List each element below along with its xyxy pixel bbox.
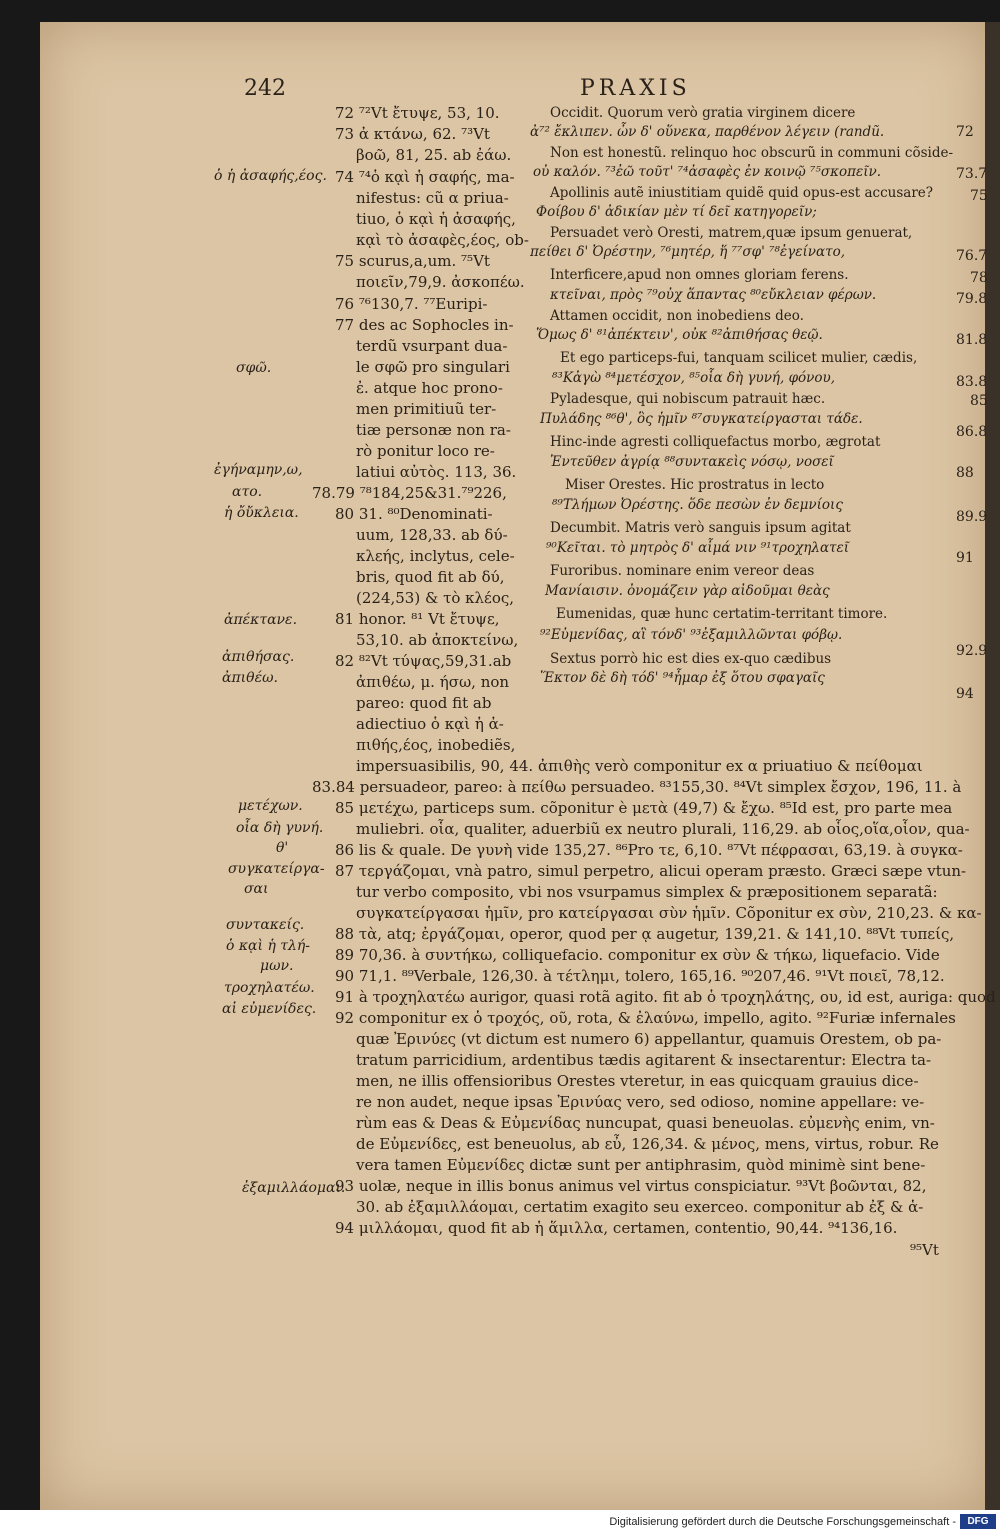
margin-gloss: ἀπιθήσας. (222, 649, 295, 665)
commentary-line: uum, 128,33. ab δύ- (356, 526, 508, 544)
catchword: ⁹⁵Vt (910, 1241, 939, 1259)
margin-gloss: ἀπέκτανε. (224, 612, 298, 628)
margin-gloss: συντακείς. (226, 917, 305, 933)
margin-gloss: ἀπιθέω. (222, 670, 278, 686)
commentary-line: 94 μιλλάομαι, quod fit ab ἡ ἅμιλλα, certamen, contentio, 90,44. ⁹⁴136,16. (335, 1219, 898, 1237)
page-number: 242 (244, 76, 286, 101)
verse-number: 83.8 (956, 374, 988, 390)
commentary-line: 82 ⁸²Vt τύψας,59,31.ab (335, 652, 512, 670)
commentary-line: 74 ⁷⁴ὁ κᾳὶ ἡ σαφής, ma- (335, 168, 515, 186)
margin-gloss: σφῶ. (236, 360, 272, 376)
commentary-line: re non audet, neque ipsas Ἐρινύας vero, sed odioso, nomine appellare: ve- (356, 1093, 925, 1111)
verse-number: 85 (970, 393, 988, 409)
margin-gloss: ἐξαμιλλάομαι. (242, 1180, 346, 1196)
page-edge (985, 22, 1000, 1510)
footer-credit: Digitalisierung gefördert durch die Deutsche Forschungsgemeinschaft - (609, 1516, 956, 1528)
commentary-line: κᾳὶ τὸ ἀσαφὲς,έος, ob- (356, 231, 529, 249)
commentary-line: 90 71,1. ⁸⁹Verbale, 126,30. à τέτλημι, tolero, 165,16. ⁹⁰207,46. ⁹¹Vt ποιεῖ, 78,12. (335, 967, 945, 985)
commentary-line: κλεής, inclytus, cele- (356, 547, 515, 565)
verse-latin: Hinc-inde agresti colliquefactus morbo, ægrotat (550, 434, 881, 450)
commentary-line: rùm eas & Deas & Εὐμενίδας nuncupat, quasi beneuolas. εὐμενὴς enim, vn- (356, 1114, 935, 1132)
commentary-line: vera tamen Εὐμενίδες dictæ sunt per antiphrasim, quòd minimè sint bene- (356, 1156, 926, 1174)
commentary-line: tiuo, ὁ κᾳὶ ἡ ἀσαφής, (356, 210, 516, 228)
commentary-line: tiæ personæ non ra- (356, 421, 511, 439)
commentary-line: 83.84 persuadeor, pareo: à πείθω persuadeo. ⁸³155,30. ⁸⁴Vt simplex ἔσχον, 196, 11. à (312, 778, 962, 796)
commentary-line: de Εὐμενίδες, est beneuolus, ab εὖ, 126,34. & μένος, mens, virtus, robur. Re (356, 1135, 939, 1153)
commentary-line: 75 scurus,a,um. ⁷⁵Vt (335, 252, 490, 270)
commentary-line: βοῶ, 81, 25. ab ἐάω. (356, 146, 512, 164)
verse-greek: Ἐντεῦθεν ἀγρίᾳ ⁸⁸συντακεὶς νόσῳ, νοσεῖ (550, 454, 834, 470)
verse-number: 92.9 (956, 643, 988, 659)
verse-number: 88 (956, 465, 974, 481)
margin-gloss: ὁ ἡ ἀσαφής,έος. (214, 168, 327, 184)
commentary-line: terdũ vsurpant dua- (356, 337, 508, 355)
verse-greek: πείθει δ' Ὀρέστην, ⁷⁶μητέρ, ἥ ⁷⁷σφ' ⁷⁸ἐγείνατο, (530, 244, 845, 260)
verse-greek: ἀ⁷² ἔκλιπεν. ὧν δ' οὕνεκα, παρθένον λέγειν (randũ. (530, 124, 885, 140)
commentary-line: tur verbo composito, vbi nos vsurpamus simplex & præpositionem separatã: (356, 883, 938, 901)
commentary-line: 88 τὰ, atq; ἐργάζομαι, operor, quod per ᾳ augetur, 139,21. & 141,10. ⁸⁸Vt τυπείς, (335, 925, 955, 943)
verse-number: 78 (970, 270, 988, 286)
commentary-line: bris, quod fit ab δύ, (356, 568, 505, 586)
verse-latin: Apollinis autẽ iniustitiam quidẽ quid opus-est accusare? (550, 185, 934, 201)
verse-number: 91 (956, 550, 974, 566)
verse-latin: Non est honestũ. relinquo hoc obscurũ in communi cõside- (550, 145, 954, 161)
verse-latin: Miser Orestes. Hic prostratus in lecto (565, 477, 825, 493)
margin-gloss: ἐγήναμην,ω, (214, 462, 303, 478)
margin-gloss: οἷα δὴ γυνή. (236, 820, 324, 836)
commentary-line: 72 ⁷²Vt ἔτυψε, 53, 10. (335, 104, 500, 122)
margin-gloss: ἡ ὄὔκλεια. (224, 505, 299, 521)
verse-greek: κτεῖναι, πρὸς ⁷⁹οὐχ ἅπαντας ⁸⁰εὔκλειαν φέρων. (550, 287, 877, 303)
margin-gloss: αἱ εὐμενίδες. (222, 1001, 317, 1017)
verse-greek: ⁸⁹Τλήμων Ὀρέστης. ὅδε πεσὼν ἐν δεμνίοις (552, 497, 843, 513)
margin-gloss: σαι (244, 881, 269, 897)
commentary-line: ἐ. atque hoc prono- (356, 379, 503, 397)
verse-latin: Et ego particeps-fui, tanquam scilicet mulier, cædis, (560, 350, 918, 366)
verse-greek: Μανίαισιν. ὀνομάζειν γὰρ αἰδοῦμαι θεὰς (545, 583, 830, 599)
commentary-line: latiui αὐτὸς. 113, 36. (356, 463, 517, 481)
commentary-line: 73 ἀ κτάνω, 62. ⁷³Vt (335, 125, 490, 143)
verse-latin: Decumbit. Matris verò sanguis ipsum agitat (550, 520, 851, 536)
commentary-line: (224,53) & τὸ κλέος, (356, 589, 515, 607)
verse-latin: Occidit. Quorum verò gratia virginem dicere (550, 105, 856, 121)
commentary-line: rò ponitur loco re- (356, 442, 495, 460)
verse-latin: Furoribus. nominare enim vereor deas (550, 563, 815, 579)
verse-number: 76.7 (956, 248, 988, 264)
commentary-line: men, ne illis offensioribus Orestes vteretur, in eas quicquam grauius dice- (356, 1072, 919, 1090)
verse-greek: ⁹²Εὐμενίδας, αἳ τόνδ' ⁹³ἐξαμιλλῶνται φόβῳ. (540, 627, 843, 643)
margin-gloss: ατο. (232, 484, 263, 500)
commentary-line: 91 à τροχηλατέω aurigor, quasi rotã agito. fit ab ὁ τροχηλάτης, ου, id est, auriga: quod (335, 988, 996, 1006)
commentary-line: 87 τεργάζομαι, vnà patro, simul perpetro, alicui operam præsto. Græci sæpe vtun- (335, 862, 967, 880)
verse-number: 75 (970, 188, 988, 204)
verse-latin: Pyladesque, qui nobiscum patrauit hæc. (550, 391, 826, 407)
commentary-line: impersuasibilis, 90, 44. ἀπιθὴς verò componitur ex α priuatiuo & πείθομαι (356, 757, 923, 775)
verse-greek: Φοίβου δ' ἀδικίαν μὲν τί δεῖ κατηγορεῖν; (536, 204, 817, 220)
verse-greek: Ἕκτον δὲ δὴ τόδ' ⁹⁴ἦμαρ ἐξ ὅτου σφαγαῖς (540, 670, 825, 686)
margin-gloss: μων. (260, 958, 294, 974)
verse-number: 79.8 (956, 291, 988, 307)
verse-number: 73.7 (956, 166, 988, 182)
commentary-line: 80 31. ⁸⁰Denominati- (335, 505, 493, 523)
commentary-line: tratum parricidium, ardentibus tædis agitarent & insectarentur: Electra ta- (356, 1051, 932, 1069)
commentary-line: πιθής,έος, inobediẽs, (356, 736, 516, 754)
running-title: PRAXIS (580, 76, 691, 101)
commentary-line: 30. ab ἐξαμιλλάομαι, certatim exagito seu exerceo. componitur ab ἐξ & ἁ- (356, 1198, 924, 1216)
margin-gloss: μετέχων. (238, 798, 303, 814)
commentary-line: ἀπιθέω, μ. ήσω, non (356, 673, 510, 691)
verse-greek: ⁸³Κἀγὼ ⁸⁴μετέσχον, ⁸⁵οἷα δὴ γυνή, φόνου, (552, 370, 835, 386)
verse-number: 94 (956, 686, 974, 702)
commentary-line: 93 uolæ, neque in illis bonus animus vel virtus conspiciatur. ⁹³Vt βοῶνται, 82, (335, 1177, 927, 1195)
verse-greek: ⁹⁰Κεῖται. τὸ μητρὸς δ' αἷμά νιν ⁹¹τροχηλατεῖ (546, 540, 850, 556)
commentary-line: le σφῶ pro singulari (356, 358, 510, 376)
commentary-line: 77 des ac Sophocles in- (335, 316, 514, 334)
commentary-line: 81 honor. ⁸¹ Vt ἔτυψε, (335, 610, 500, 628)
verse-number: 72 (956, 124, 974, 140)
verse-latin: Sextus porrò hic est dies ex-quo cædibus (550, 651, 832, 667)
commentary-line: 78.79 ⁷⁸184,25&31.⁷⁹226, (312, 484, 507, 502)
commentary-line: 92 componitur ex ὁ τροχός, οῦ, rota, & ἐλαύνω, impello, agito. ⁹²Furiæ infernales (335, 1009, 956, 1027)
verse-number: 81.8 (956, 332, 988, 348)
margin-gloss: θ' (276, 840, 289, 856)
commentary-line: adiectiuo ὁ κᾳὶ ἡ ἀ- (356, 715, 504, 733)
margin-gloss: συγκατείργα- (228, 861, 325, 877)
verse-latin: Eumenidas, quæ hunc certatim-territant timore. (556, 606, 888, 622)
commentary-line: pareo: quod fit ab (356, 694, 492, 712)
verse-number: 89.9 (956, 509, 988, 525)
margin-gloss: τροχηλατέω. (224, 980, 315, 996)
commentary-line: 89 70,36. à συντήκω, colliquefacio. componitur ex σὺν & τήκω, liquefacio. Vide (335, 946, 940, 964)
commentary-line: 86 lis & quale. De γυνὴ vide 135,27. ⁸⁶Pro τε, 6,10. ⁸⁷Vt πέφρασαι, 63,19. à συγκα- (335, 841, 963, 859)
commentary-line: 76 ⁷⁶130,7. ⁷⁷Euripi- (335, 295, 488, 313)
commentary-line: συγκατείργασαι ἡμῖν, pro κατείργασαι σὺν ἡμῖν. Cõponitur ex σὺν, 210,23. & κα- (356, 904, 982, 922)
verse-greek: Ὅμως δ' ⁸¹ἀπέκτειν', οὐκ ⁸²ἀπιθήσας θεῷ. (536, 327, 823, 343)
commentary-line: nifestus: cũ α priua- (356, 189, 509, 207)
verse-latin: Attamen occidit, non inobediens deo. (550, 308, 804, 324)
commentary-line: 53,10. ab ἀποκτείνω, (356, 631, 519, 649)
verse-number: 86.8 (956, 424, 988, 440)
commentary-line: muliebri. οἷα, qualiter, aduerbiũ ex neutro plurali, 116,29. ab οἷος,οἵα,οἷον, qua- (356, 820, 970, 838)
verse-latin: Interficere,apud non omnes gloriam ferens. (550, 267, 849, 283)
dfg-logo: DFG (960, 1514, 996, 1529)
verse-latin: Persuadet verò Oresti, matrem,quæ ipsum genuerat, (550, 225, 913, 241)
commentary-line: ποιεῖν,79,9. ἀσκοπέω. (356, 273, 525, 291)
margin-gloss: ὁ κᾳὶ ἡ τλή- (226, 938, 311, 954)
verse-greek: Πυλάδης ⁸⁶θ', ὃς ἡμῖν ⁸⁷συγκατείργασται τάδε. (540, 411, 863, 427)
commentary-line: men primitiuũ ter- (356, 400, 497, 418)
commentary-line: 85 μετέχω, particeps sum. cõponitur è μετὰ (49,7) & ἔχω. ⁸⁵Id est, pro parte mea (335, 799, 953, 817)
commentary-line: quæ Ἐρινύες (vt dictum est numero 6) appellantur, quamuis Orestem, ob pa- (356, 1030, 942, 1048)
verse-greek: οὐ καλόν. ⁷³ἐῶ τοῦτ' ⁷⁴ἀσαφὲς ἐν κοινῷ ⁷⁵σκοπεῖν. (533, 164, 881, 180)
digitization-footer (0, 1510, 1000, 1534)
